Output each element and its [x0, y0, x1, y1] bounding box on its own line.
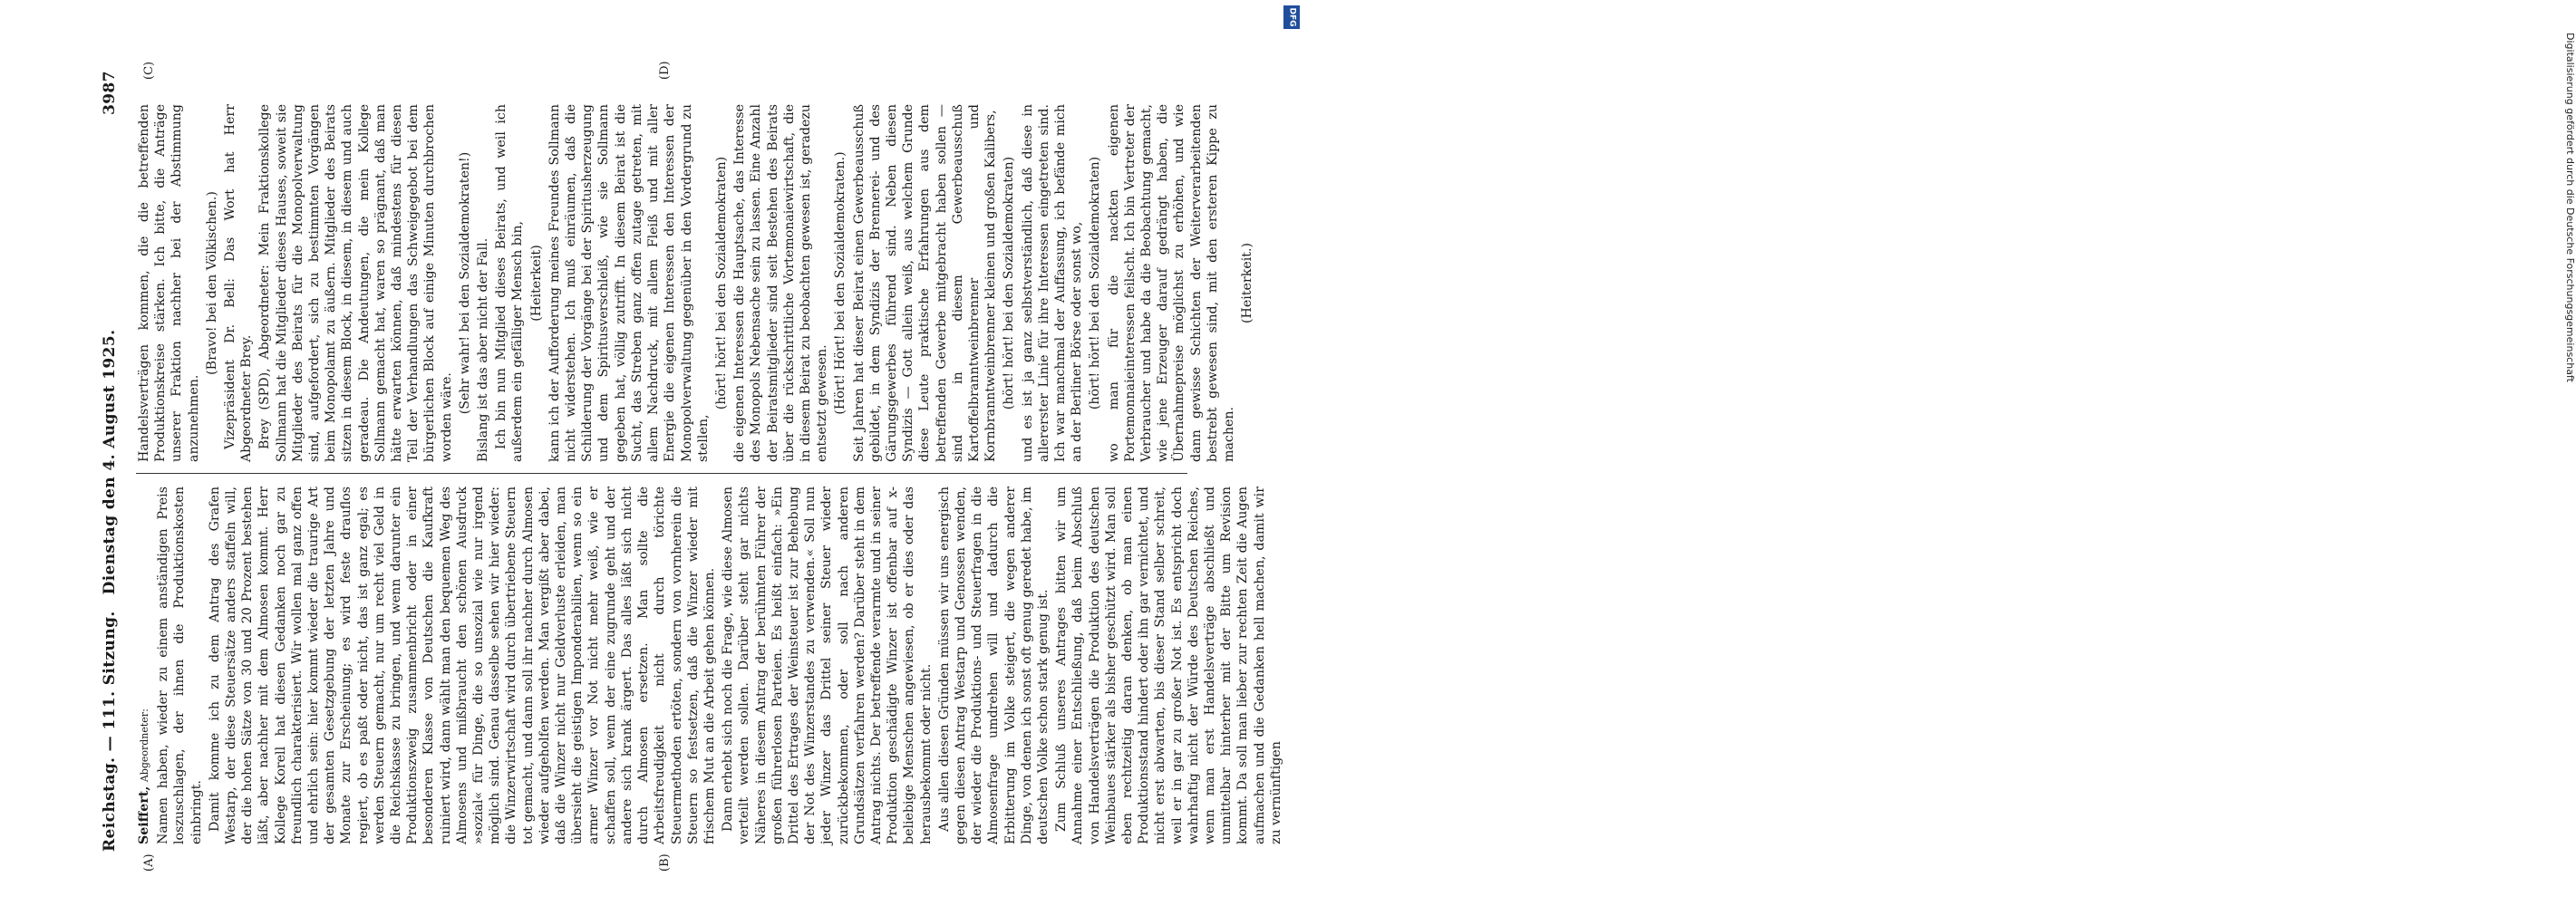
interjection: (Heiterkeit) — [528, 245, 544, 322]
paragraph: Dann erhebt sich noch die Frage, wie diese Almosen verteilt werden sollen. Darüber steht gar nichts Näheres in diesem Antrag der berühmten Führer der großen führerlosen Parteien. Es heißt einfach: »Ein Drittel des Ertrages der Weinsteuer ist zur Behebung der Not des Winzerstandes zu verwenden.« Soll nun jeder Winzer das Drittel seiner Steuer wieder zurückbekommen, oder soll nach anderen Grundsätzen verfahren werden? Darüber steht in dem Antrag nichts. Der betreffende verarmte und in seiner Produktion geschädigte Winzer ist offenbar auf x-beliebige Menschen angewiesen, ob er dies oder das herausbekommt oder nicht. — [721, 487, 934, 844]
right-column — [136, 104, 1255, 462]
header-date: Dienstag den 4. August 1925. — [101, 329, 119, 595]
dfg-logo-text: DFG — [1287, 7, 1297, 27]
speaker-line — [136, 487, 153, 844]
credit-strip — [1276, 4, 2576, 902]
paragraph: kann ich der Aufforderung meines Freundes Sollmann nicht widerstehen. Ich muß einräumen, daß die Schilderung der Vorgänge bei der Spiritusherzeugung und dem Spiritusverschleiß, wie sie Sollmann gegeben hat, völlig zutrifft. In diesem Beirat ist die Sucht, das Streben ganz offen zutage getreten, mit allem Nachdruck, mit allem Fleiß und mit aller Energie die eigenen Interessen den Interessen der Monopolverwaltung gegenüber in den Vordergrund zu stellen, — [547, 104, 711, 462]
margin-mark-c: (C) — [142, 61, 156, 80]
paragraph: Vizepräsident Dr. Bell: Das Wort hat Herr Abgeordneter Brey. — [223, 104, 255, 462]
paragraph: Seit Jahren hat dieser Beirat einen Gewerbeausschuß gebildet, in dem Syndizis der Brennerei- und des Gärungsgewerbes führend sind. Neben diesen Syndizis — Gott allein weiß, aus welchem Grunde diese Leute praktische Erfahrungen aus dem betreffenden Gewerbe mitgebracht haben sollen — sind in diesem Gewerbeausschuß Kartoffelbranntweinbrenner und Kornbranntweinbrenner kleinen und großen Kalibers, — [851, 104, 999, 462]
interjection: (hört! hört! bei den Sozialdemokraten) — [1088, 156, 1103, 410]
interjection: (Bravo! bei den Völkischen.) — [204, 191, 219, 375]
speaker-name: Seiffert, — [137, 786, 151, 844]
paragraph: Brey (SPD), Abgeordneter: Mein Fraktionskollege Sollmann hat die Mitglieder dieses Hauses, soweit sie Mitglieder des Beirats für die Monopolverwaltung sind, aufgefordert, sich zu bestimmten Vorgängen beim Monopolamt zu äußern. Mitglieder des Beirats sitzen in diesem Block, in diesem, in diesem und auch geradeau. Die Andeutungen, die mein Kollege Sollmann gemacht hat, waren so prägnant, daß man hätte erwarten können, daß mindestens für diesen Teil der Verhandlungen das Schweigegebot bei dem bürgerlichen Block auf einige Minuten durchbrochen worden wäre. — [257, 104, 454, 462]
margin-mark-d: (D) — [658, 61, 672, 80]
left-column — [136, 487, 1283, 844]
credit-text: Digitalisierung gefördert durch die Deutsche Forschungsgemeinschaft — [2564, 33, 2576, 382]
interjection: (Heiterkeit.) — [1240, 243, 1255, 323]
margin-mark-a: (A) — [142, 853, 156, 872]
paragraph: Zum Schluß unseres Antrages bitten wir um Annahme einer Entschließung, daß beim Abschluß von Handelsverträgen die Produktion des deutschen Weinbaues stärker als bisher geschützt wird. Man soll eben rechtzeitig daran denken, ob man einen Produktionsstand hindert oder ihn gar vernichtet, und nicht erst abwarten, bis dieser Stand selber schreit, weil er in gar zu großer Not ist. Es entspricht doch wahrhaftig nicht der Würde des Deutschen Reiches, wenn man erst Handelsverträge abschließt und unmittelbar hinterher mit der Bitte um Revision kommt. Da soll man lieber zur rechten Zeit die Augen aufmachen und die Gedanken hell machen, damit wir zu vernünftigen — [1054, 487, 1283, 844]
page-header — [100, 63, 125, 861]
document-page — [100, 61, 1283, 872]
interjection: (Hört! Hört! bei den Sozialdemokraten.) — [833, 151, 848, 415]
column-divider — [136, 473, 1187, 474]
paragraph: Namen haben, wieder zu einem anständigen Preis loszuschlagen, der ihnen die Produktionskosten einbringt. — [156, 487, 204, 844]
margin-mark-b: (B) — [658, 853, 672, 872]
paragraph: wo man für die nackten eigenen Portemonnaieinteressen feilscht. Ich bin Vertreter der Verbraucher und habe da die Beobachtung gemacht, wie jene Erzeuger darauf gedrängt haben, die Übernahmepreise möglichst zu erhöhen, und wie dann gewisse Schichten der Weiterverarbeitenden bestrebt gewesen sind, mit den ersteren Kippe zu machen. — [1106, 104, 1236, 462]
paragraph: Bislang ist das aber nicht der Fall. — [476, 237, 491, 462]
page-number: 3987 — [101, 71, 119, 115]
paragraph: und es ist ja ganz selbstverständlich, daß diese in allererster Linie für ihre Interessen eingetreten sind. Ich war manchmal der Auffassung, ich befände mich an der Berliner Börse oder sonst wo, — [1020, 104, 1085, 462]
interjection: (Sehr wahr! bei den Sozialdemokraten!) — [457, 151, 472, 415]
paragraph: Aus allen diesen Gründen müssen wir uns energisch gegen diesen Antrag Westarp und Genossen wenden, der wieder die Produktions- und Steuerfragen in die Almosenfrage umdrehen will und dadurch die Erbitterung im Volke steigert, die wegen anderer Dinge, von denen ich sonst oft genug geredet habe, im deutschen Volke schon stark genug ist. — [936, 487, 1051, 844]
interjection: (hört! hört! bei den Sozialdemokraten) — [1002, 156, 1017, 410]
paragraph: Damit komme ich zu dem Antrag des Grafen Westarp, der diese Steuersätze anders staffeln will, der die hohen Sätze von 30 und 20 Prozent bestehen läßt, aber nachher mit dem Almosen kommt. Herr Kollege Korell hat diesen Gedanken noch gar zu freundlich charakterisiert. Wir wollen mal ganz offen und ehrlich sein: hier kommt wieder die traurige Art der gesamten Gesetzgebung der letzten Jahre und Monate zur Erscheinung; es wird feste drauflos regiert, ob es paßt oder nicht, das ist ganz egal; es werden Steuern gemacht, nur um recht viel Geld in die Reichskasse zu bringen, und wenn darunter ein Produktionszweig zusammenbricht oder in einer besonderen Klasse von Deutschen die Kaufkraft ruiniert wird, dann wählt man den bequemen Weg des Almosens und mißbraucht den schönen Ausdruck »sozial« für Dinge, die so unsozial wie nur irgend möglich sind. Genau dasselbe sehen wir hier wieder: die Winzerwirtschaft wird durch übertriebene Steuern tot gemacht, und dann soll ihr nachher durch Almosen wieder aufgeholfen werden. Man vergißt aber dabei, daß die Winzer nicht nur Geldverluste erleiden, man übersieht die geistigen Imponderabilien, wenn so ein armer Winzer vor Not nicht mehr weiß, wie er schaffen soll, wenn der eine zugrunde geht und der andere sich krank ärgert. Das alles läßt sich nicht durch Almosen ersetzen. Man sollte die Arbeitsfreudigkeit nicht durch törichte Steuermethoden ertöten, sondern von vornherein die Steuern so festsetzen, daß die Winzer wieder mit frischem Mut an die Arbeit gehen können. — [207, 487, 717, 844]
header-left: Reichstag. — 111. Sitzung. — [101, 611, 119, 852]
interjection: (hört! hört! bei den Sozialdemokraten) — [713, 156, 729, 410]
paragraph: die eigenen Interessen die Hauptsache, das Interesse des Monopols Nebensache sein zu lassen. Eine Anzahl der Beiratsmitglieder sind seit Bestehen des Beirats über die rückschrittliche Vortemonaiewirtschaft, die in diesem Beirat zu beobachten gewesen ist, geradezu entsetzt gewesen. — [732, 104, 830, 462]
speaker-role: Abgeordneter: — [139, 708, 150, 783]
paragraph: Handelsverträgen kommen, die die betreffenden Produktionskreise stärken. Ich bitte, die Anträge unserer Fraktion nachher bei der Abstimmung anzunehmen. — [137, 104, 201, 462]
paragraph: Ich bin nun Mitglied dieses Beirats, und weil ich außerdem ein gefälliger Mensch bin, — [494, 104, 526, 462]
